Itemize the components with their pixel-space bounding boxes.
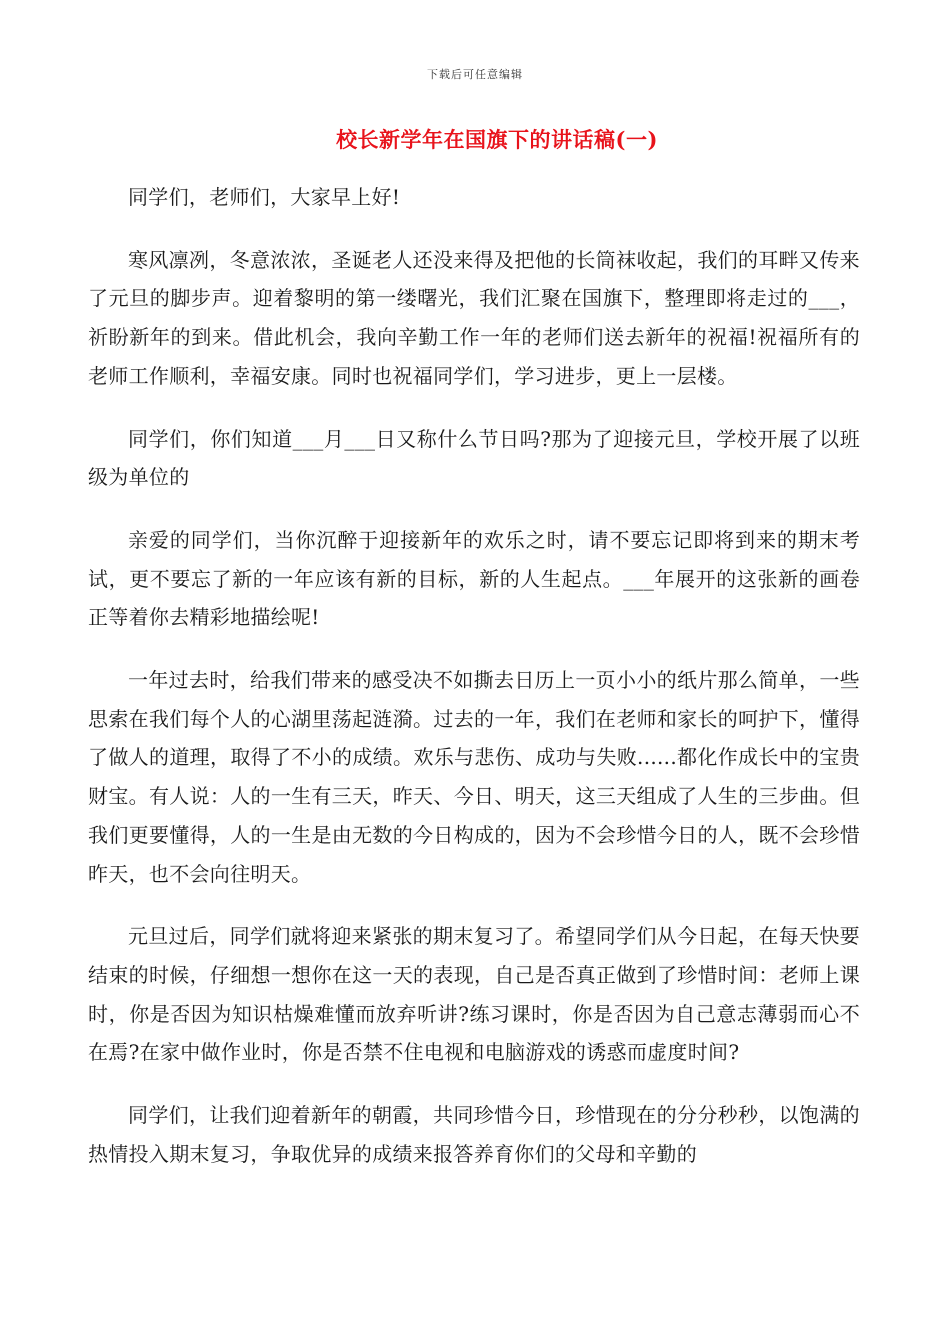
paragraph-review-advice: 元旦过后，同学们就将迎来紧张的期末复习了。希望同学们从今日起，在每天快要结束的时候，仔细想一想你在这一天的表现，自己是否真正做到了珍惜时间：老师上课时，你是否因为知识枯燥难懂而放弃听讲?练习课时，你是否因为自己意志薄弱而心不在焉?在家中做作业时，你是否禁不住电视和电脑游戏的诱惑而虚度时间? bbox=[88, 924, 860, 1065]
paragraph-closing: 同学们，让我们迎着新年的朝霞，共同珍惜今日，珍惜现在的分分秒秒，以饱满的热情投入期末复习，争取优异的成绩来报答养育你们的父母和辛勤的 bbox=[88, 1103, 860, 1166]
document-title: 校长新学年在国旗下的讲话稿(一) bbox=[336, 127, 658, 152]
paragraph-greeting: 同学们，老师们，大家早上好! bbox=[128, 185, 401, 209]
document-body bbox=[88, 178, 860, 1197]
paragraph-year-reflection: 一年过去时，给我们带来的感受决不如撕去日历上一页小小的纸片那么简单，一些思索在我们每个人的心湖里荡起涟漪。过去的一年，我们在老师和家长的呵护下，懂得了做人的道理，取得了不小的成绩。欢乐与悲伤、成功与失败......都化作成长中的宝贵财宝。有人说：人的一生有三天，昨天、今日、明天，这三天组成了人生的三步曲。但我们更要懂得，人的一生是由无数的今日构成的，因为不会珍惜今日的人，既不会珍惜昨天，也不会向往明天。 bbox=[88, 668, 860, 886]
paragraph-holiday-question: 同学们，你们知道___月___日又称什么节日吗?那为了迎接元旦，学校开展了以班级为单位的 bbox=[88, 426, 860, 490]
paragraph-new-year-wishes: 寒风凛冽，冬意浓浓，圣诞老人还没来得及把他的长筒袜收起，我们的耳畔又传来了元旦的脚步声。迎着黎明的第一缕曙光，我们汇聚在国旗下，整理即将走过的___，祈盼新年的到来。借此机会，我向辛勤工作一年的老师们送去新年的祝福!祝福所有的老师工作顺利，幸福安康。同时也祝福同学们，学习进步，更上一层楼。 bbox=[88, 247, 860, 388]
paragraph-exam-reminder: 亲爱的同学们，当你沉醉于迎接新年的欢乐之时，请不要忘记即将到来的期末考试，更不要忘了新的一年应该有新的目标，新的人生起点。___年展开的这张新的画卷正等着你去精彩地描绘呢! bbox=[88, 527, 860, 630]
page-header-note: 下载后可任意编辑 bbox=[427, 68, 523, 81]
